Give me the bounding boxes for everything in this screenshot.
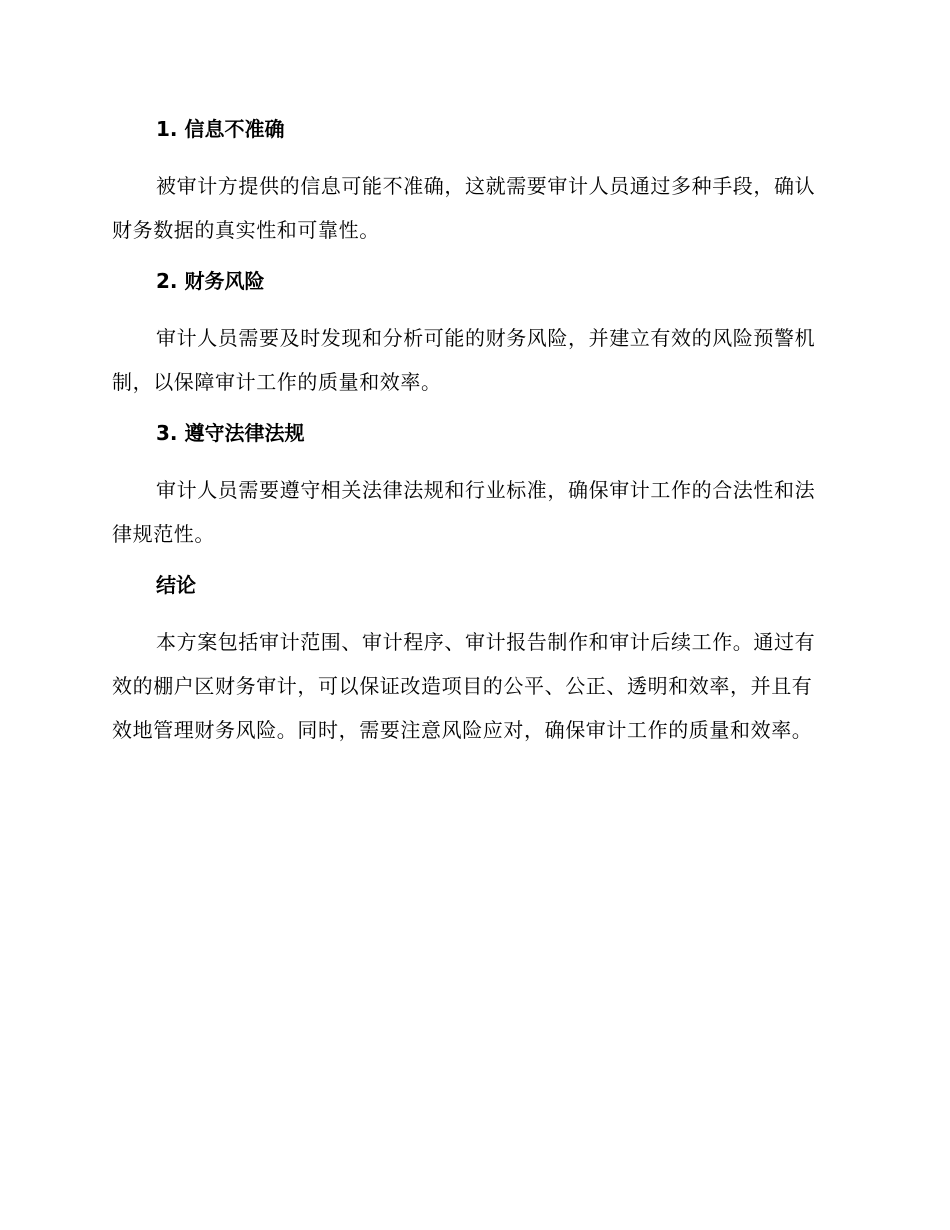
- section-heading-legal-compliance: 3. 遵守法律法规: [156, 421, 305, 445]
- section-paragraph-conclusion: 本方案包括审计范围、审计程序、审计报告制作和审计后续工作。通过有效的棚户区财务审计，可以保证改造项目的公平、公正、透明和效率，并且有效地管理财务风险。同时，需要注意风险应对，确保审计工作的质量和效率。: [112, 630, 816, 742]
- section-heading-financial-risk: 2. 财务风险: [156, 269, 265, 293]
- section-heading-inaccurate-info: 1. 信息不准确: [156, 117, 285, 141]
- section-paragraph-financial-risk: 审计人员需要及时发现和分析可能的财务风险，并建立有效的风险预警机制，以保障审计工作的质量和效率。: [112, 326, 816, 394]
- section-paragraph-legal-compliance: 审计人员需要遵守相关法律法规和行业标准，确保审计工作的合法性和法律规范性。: [112, 478, 816, 546]
- document-body: [112, 112, 832, 764]
- section-paragraph-inaccurate-info: 被审计方提供的信息可能不准确，这就需要审计人员通过多种手段，确认财务数据的真实性和可靠性。: [112, 174, 816, 242]
- section-heading-conclusion: 结论: [156, 573, 196, 597]
